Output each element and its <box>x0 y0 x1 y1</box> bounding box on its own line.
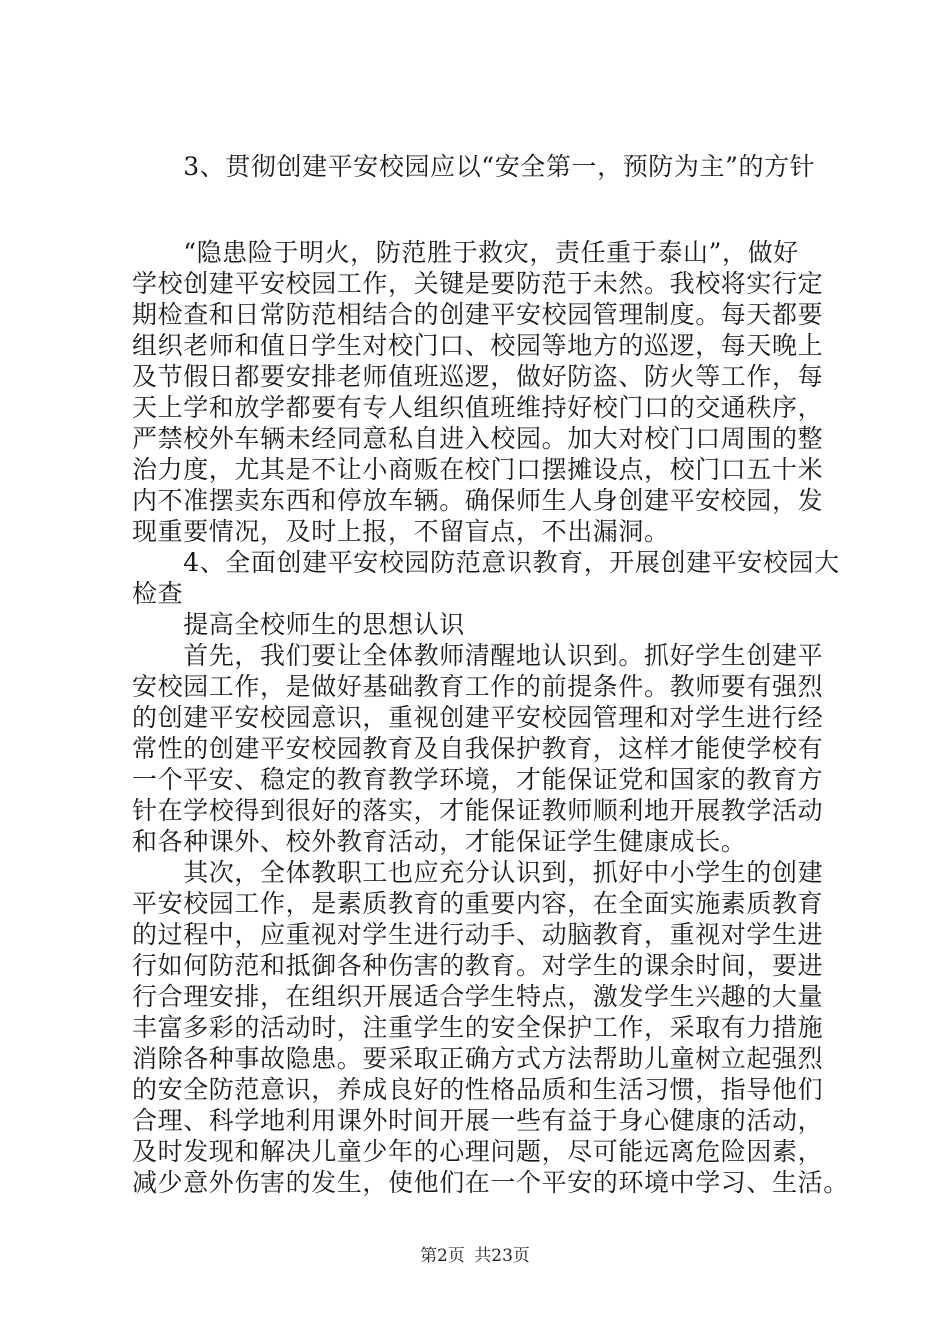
paragraph-line: 常性的创建平安校园教育及自我保护教育，这样才能使学校有 <box>132 734 824 763</box>
paragraph-line: 治力度，尤其是不让小商贩在校门口摆摊设点，校门口五十米 <box>132 455 824 484</box>
paragraph-line: 丰富多彩的活动时，注重学生的安全保护工作，采取有力措施 <box>132 1013 824 1042</box>
paragraph-line: 和各种课外、校外教育活动，才能保证学生健康成长。 <box>132 827 747 856</box>
paragraph-line: 行合理安排，在组织开展适合学生特点，激发学生兴趣的大量 <box>132 982 824 1011</box>
paragraph-line: 天上学和放学都要有专人组织值班维持好校门口的交通秩序， <box>132 393 824 422</box>
paragraph-line: 及节假日都要安排老师值班巡逻，做好防盗、防火等工作，每 <box>132 362 824 391</box>
paragraph-line: 期检查和日常防范相结合的创建平安校园管理制度。每天都要 <box>132 300 824 329</box>
heading-line-4-cont: 检查 <box>132 579 184 608</box>
paragraph-line: 减少意外伤害的发生，使他们在一个平安的环境中学习、生活。 <box>132 1168 849 1197</box>
subheading-line: 提高全校师生的思想认识 <box>132 610 465 639</box>
paragraph-line: 首先，我们要让全体教师清醒地认识到。抓好学生创建平 <box>132 641 824 670</box>
page-footer <box>0 1245 950 1267</box>
page-total: 共23页 <box>474 1246 530 1266</box>
heading-line-4: 4、全面创建平安校园防范意识教育，开展创建平安校园大 <box>132 548 840 577</box>
paragraph-line: 组织老师和值日学生对校门口、校园等地方的巡逻，每天晚上 <box>132 331 824 360</box>
paragraph-line: 内不准摆卖东西和停放车辆。确保师生人身创建平安校园，发 <box>132 486 824 515</box>
paragraph-line: 合理、科学地利用课外时间开展一些有益于身心健康的活动， <box>132 1106 824 1135</box>
page-number: 第2页 <box>420 1246 465 1266</box>
paragraph-line: 一个平安、稳定的教育教学环境，才能保证党和国家的教育方 <box>132 765 824 794</box>
paragraph-line: 其次，全体教职工也应充分认识到，抓好中小学生的创建 <box>132 858 824 887</box>
heading-line-3: 3、贯彻创建平安校园应以“安全第一，预防为主”的方针 <box>132 152 816 181</box>
paragraph-line: 的安全防范意识，养成良好的性格品质和生活习惯，指导他们 <box>132 1075 824 1104</box>
paragraph-line: 平安校园工作，是素质教育的重要内容，在全面实施素质教育 <box>132 889 824 918</box>
paragraph-line: 严禁校外车辆未经同意私自进入校园。加大对校门口周围的整 <box>132 424 824 453</box>
paragraph-line: 的过程中，应重视对学生进行动手、动脑教育，重视对学生进 <box>132 920 824 949</box>
paragraph-line: 消除各种事故隐患。要采取正确方式方法帮助儿童树立起强烈 <box>132 1044 824 1073</box>
paragraph-line: 现重要情况，及时上报，不留盲点，不出漏洞。 <box>132 517 670 546</box>
paragraph-line: 学校创建平安校园工作，关键是要防范于未然。我校将实行定 <box>132 269 824 298</box>
paragraph-line: 的创建平安校园意识，重视创建平安校园管理和对学生进行经 <box>132 703 824 732</box>
paragraph-line: “隐患险于明火，防范胜于救灾，责任重于泰山”，做好 <box>132 238 799 267</box>
paragraph-line: 针在学校得到很好的落实，才能保证教师顺利地开展教学活动 <box>132 796 824 825</box>
paragraph-line: 行如何防范和抵御各种伤害的教育。对学生的课余时间，要进 <box>132 951 824 980</box>
paragraph-line: 安校园工作，是做好基础教育工作的前提条件。教师要有强烈 <box>132 672 824 701</box>
paragraph-line: 及时发现和解决儿童少年的心理问题，尽可能远离危险因素， <box>132 1137 824 1166</box>
